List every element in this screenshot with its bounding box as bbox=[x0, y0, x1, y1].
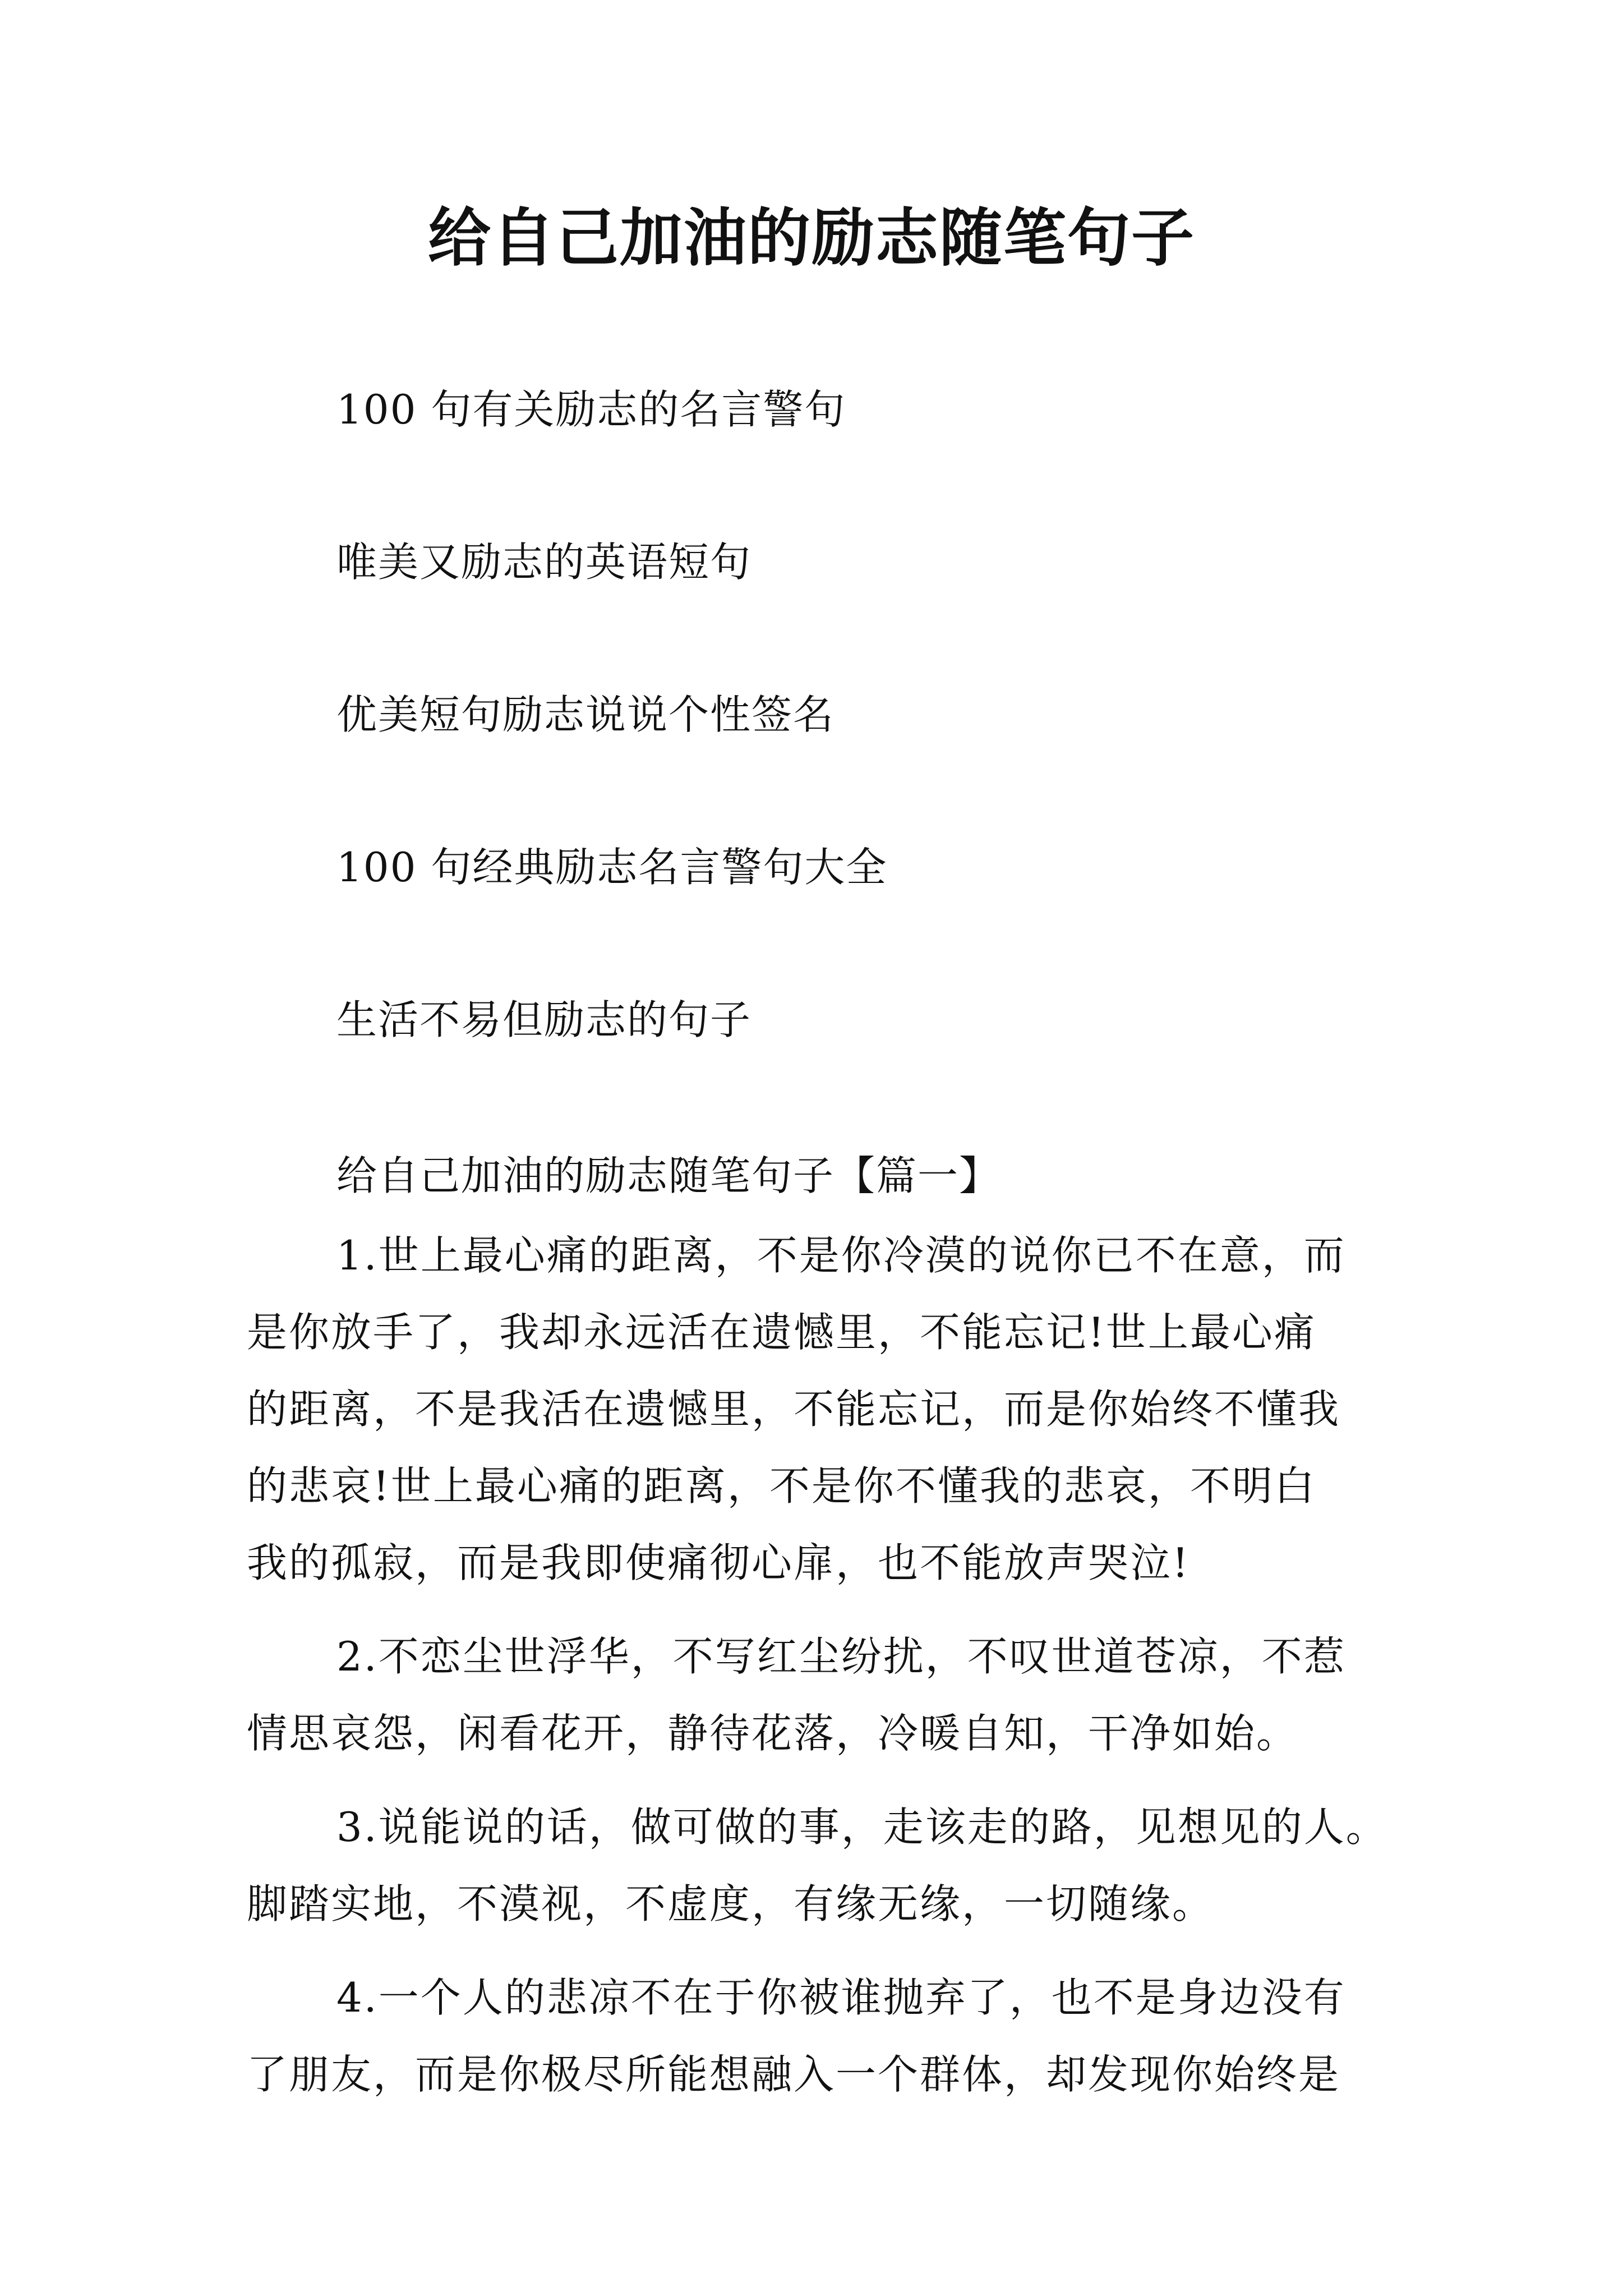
section-heading: 给自己加油的励志随笔句子【篇一】 bbox=[336, 1152, 1001, 1199]
paragraph-line: 2.不恋尘世浮华，不写红尘纷扰，不叹世道苍凉，不惹 bbox=[336, 1633, 1346, 1680]
paragraph-line: 1.世上最心痛的距离，不是你冷漠的说你已不在意，而 bbox=[336, 1232, 1346, 1279]
related-links-list bbox=[336, 381, 1514, 1144]
paragraph-line: 了朋友，而是你极尽所能想融入一个群体，却发现你始终是 bbox=[247, 2051, 1341, 2098]
related-link-item: 唯美又励志的英语短句 bbox=[336, 539, 752, 586]
paragraph bbox=[247, 1789, 1391, 1943]
paragraph-line: 情思哀怨，闲看花开，静待花落，冷暖自知，干净如始。 bbox=[247, 1710, 1299, 1757]
paragraph bbox=[247, 1959, 1391, 2113]
paragraph-line: 脚踏实地，不漠视，不虚度，有缘无缘，一切随缘。 bbox=[247, 1880, 1215, 1927]
paragraph-line: 的距离，不是我活在遗憾里，不能忘记，而是你始终不懂我 bbox=[247, 1386, 1341, 1433]
related-link-item: 生活不易但励志的句子 bbox=[336, 996, 752, 1043]
paragraph bbox=[247, 1217, 1391, 1602]
paragraph-line: 的悲哀!世上最心痛的距离，不是你不懂我的悲哀，不明白 bbox=[247, 1462, 1316, 1510]
related-link-item: 100 句有关励志的名言警句 bbox=[336, 386, 846, 433]
paragraph-line: 我的孤寂，而是我即使痛彻心扉，也不能放声哭泣! bbox=[247, 1539, 1190, 1586]
related-link-item: 100 句经典励志名言警句大全 bbox=[336, 844, 888, 891]
body-text bbox=[247, 1217, 1391, 2130]
paragraph-line: 4.一个人的悲凉不在于你被谁抛弃了，也不是身边没有 bbox=[336, 1974, 1346, 2021]
paragraph-line: 3.说能说的话，做可做的事，走该走的路，见想见的人。 bbox=[336, 1803, 1388, 1851]
paragraph bbox=[247, 1618, 1391, 1772]
related-link-item: 优美短句励志说说个性签名 bbox=[336, 691, 835, 738]
paragraph-line: 是你放手了，我却永远活在遗憾里，不能忘记!世上最心痛 bbox=[247, 1309, 1316, 1356]
document-title: 给自己加油的励志随笔句子 bbox=[428, 201, 1195, 275]
